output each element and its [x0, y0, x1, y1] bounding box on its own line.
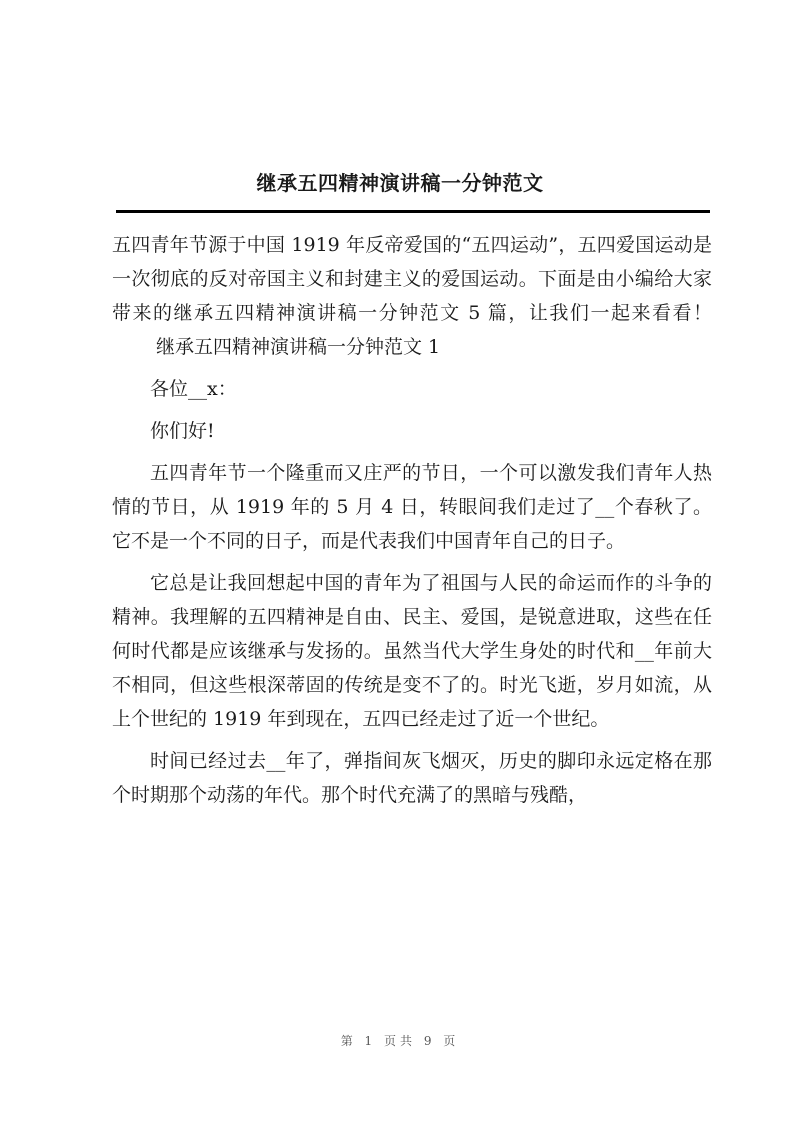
body-paragraph: 你们好! [150, 420, 215, 442]
document-title: 继承五四精神演讲稿一分钟范文 [256, 171, 544, 195]
body-paragraph: 五四青年节一个隆重而又庄严的节日，一个可以激发我们青年人热情的节日，从 1919 年的 5 月 4 日，转眼间我们走过了__个春秋了。它不是一个不同的日子，而是代表我们中国青年自己的日子。 [112, 462, 712, 552]
page-footer: 第 1 页共 9 页 [340, 1034, 460, 1048]
body-paragraph: 各位__x： [150, 378, 237, 400]
intro-paragraph [112, 228, 712, 364]
document-body [112, 228, 712, 820]
body-paragraph: 时间已经过去__年了，弹指间灰飞烟灭，历史的脚印永远定格在那个时期那个动荡的年代。那个时代充满了的黑暗与残酷， [112, 750, 712, 806]
section-heading-1: 继承五四精神演讲稿一分钟范文 1 [156, 336, 441, 358]
intro-text: 五四青年节源于中国 1919 年反帝爱国的“五四运动”，五四爱国运动是一次彻底的反对帝国主义和封建主义的爱国运动。下面是由小编给大家带来的继承五四精神演讲稿一分钟范文 5 篇，让我们一起来看看！ [112, 234, 712, 324]
body-paragraph: 它总是让我回想起中国的青年为了祖国与人民的命运而作的斗争的精神。我理解的五四精神是自由、民主、爱国，是锐意进取，这些在任何时代都是应该继承与发扬的。虽然当代大学生身处的时代和__年前大不相同，但这些根深蒂固的传统是变不了的。时光飞逝，岁月如流，从上个世纪的 1919 年到现在，五四已经走过了近一个世纪。 [112, 572, 712, 730]
title-divider [116, 210, 710, 213]
